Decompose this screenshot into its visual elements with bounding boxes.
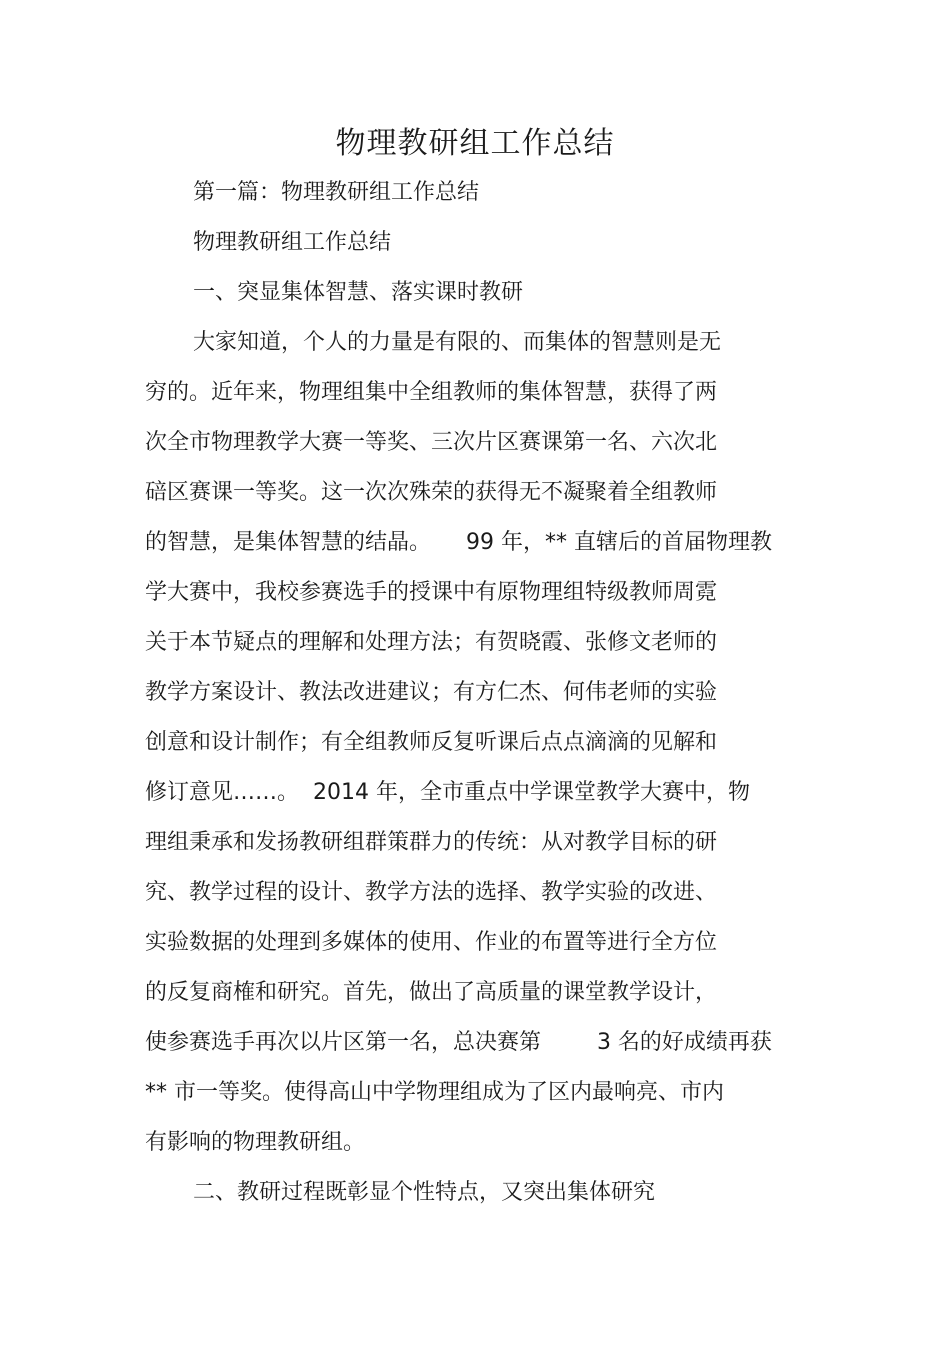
paragraph-line: 理组秉承和发扬教研组群策群力的传统：从对教学目标的研 <box>145 830 718 855</box>
paragraph-line: 有影响的物理教研组。 <box>145 1130 366 1155</box>
section-heading-1: 一、突显集体智慧、落实课时教研 <box>193 280 524 305</box>
section-heading-2: 二、教研过程既彰显个性特点，又突出集体研究 <box>193 1180 656 1205</box>
paragraph-line: 修订意见……。 2014 年，全市重点中学课堂教学大赛中，物 <box>145 780 750 805</box>
paragraph-line: 实验数据的处理到多媒体的使用、作业的布置等进行全方位 <box>145 930 718 955</box>
paragraph-line: 次全市物理教学大赛一等奖、三次片区赛课第一名、六次北 <box>145 430 718 455</box>
paragraph-line: ** 市一等奖。使得高山中学物理组成为了区内最响亮、市内 <box>145 1080 724 1105</box>
paragraph-line: 的反复商榷和研究。首先，做出了高质量的课堂教学设计， <box>145 980 718 1005</box>
paragraph-line: 创意和设计制作；有全组教师反复听课后点点滴滴的见解和 <box>145 730 718 755</box>
paragraph-line: 的智慧，是集体智慧的结晶。 99 年，** 直辖后的首届物理教 <box>145 530 772 555</box>
section-heading-line: 物理教研组工作总结 <box>193 230 392 255</box>
paragraph-line: 学大赛中，我校参赛选手的授课中有原物理组特级教师周霓 <box>145 580 718 605</box>
paragraph-line: 碚区赛课一等奖。这一次次殊荣的获得无不凝聚着全组教师 <box>145 480 718 505</box>
paragraph-line: 关于本节疑点的理解和处理方法；有贺晓霞、张修文老师的 <box>145 630 718 655</box>
paragraph-line: 教学方案设计、教法改进建议；有方仁杰、何伟老师的实验 <box>145 680 718 705</box>
paragraph-line: 究、教学过程的设计、教学方法的选择、教学实验的改进、 <box>145 880 718 905</box>
document-title: 物理教研组工作总结 <box>335 126 615 161</box>
paragraph-line: 穷的。近年来，物理组集中全组教师的集体智慧，获得了两 <box>145 380 718 405</box>
paragraph-line: 大家知道，个人的力量是有限的、而集体的智慧则是无 <box>193 330 722 355</box>
subtitle-line: 第一篇：物理教研组工作总结 <box>193 180 480 205</box>
paragraph-line: 使参赛选手再次以片区第一名，总决赛第 3 名的好成绩再获 <box>145 1030 772 1055</box>
